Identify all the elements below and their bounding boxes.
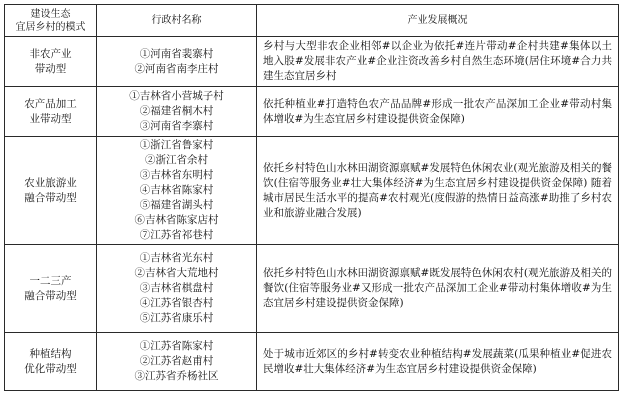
village-name: ③江苏省乔杨社区 bbox=[134, 370, 219, 382]
industry-overview-cell: 处于城市近郊区的乡村#转变农业种植结构#发展蔬菜(瓜果种植业#促进农民增收#壮大集体经济#为生态宜居乡村建设提供资金保障) bbox=[257, 333, 619, 391]
table-row bbox=[5, 333, 619, 391]
village-name: ⑤福建省湖头村 bbox=[139, 199, 214, 211]
village-name: ④江苏省银杏村 bbox=[139, 297, 214, 309]
village-name: ①河南省裴寨村 bbox=[139, 47, 214, 60]
village-name: ②浙江省余村 bbox=[145, 154, 208, 166]
table-row bbox=[5, 37, 619, 87]
table-row bbox=[5, 87, 619, 137]
village-name: ⑥吉林省陈家店村 bbox=[134, 214, 219, 226]
village-name: ③河南省李寨村 bbox=[139, 120, 214, 132]
industry-overview-cell: 依托乡村特色山水林田湖资源禀赋#发展特色休闲农业(观光旅游及相关的餐饮(住宿等服务业#壮大集体经济#为生态宜居乡村建设提供资金保障) 随着城市居民生活水平的提高#农村观光(度假游的热情日益高涨#助推了乡村农业和旅游业融合发展) bbox=[257, 137, 619, 245]
mode-line: 农业旅游业 bbox=[24, 176, 77, 189]
industry-overview-cell: 依托种植业#打造特色农产品品牌#形成一批农产品深加工企业#带动村集体增收#为生态宜居乡村建设提供资金保障) bbox=[257, 87, 619, 137]
mode-line: 一二三产 bbox=[29, 274, 72, 287]
mode-line: 融合带动型 bbox=[24, 289, 77, 302]
village-name: ①浙江省鲁家村 bbox=[139, 139, 214, 151]
mode-cell bbox=[5, 245, 97, 333]
mode-line: 业带动型 bbox=[29, 112, 72, 125]
industry-overview-cell: 乡村与大型非农企业相邻#以企业为依托#连片带动#企村共建#集体以土地入股#发展非农产业#企业注资改善乡村自然生态环境(居住环境#合力共建生态宜居乡村 bbox=[257, 37, 619, 87]
industry-overview-cell: 依托乡村特色山水林田湖资源禀赋#既发展特色休闲农村(观光旅游及相关的餐饮(住宿等服务业#又形成一批农产品深加工企业#带动村集体增收#为生态宜居乡村建设提供资金保障) bbox=[257, 245, 619, 333]
village-name: ⑤江苏省康乐村 bbox=[139, 312, 214, 324]
mode-cell bbox=[5, 333, 97, 391]
village-name: ①江苏省陈家村 bbox=[139, 340, 214, 352]
village-name: ①吉林省小营城子村 bbox=[129, 90, 224, 102]
header-village: 行政村名称 bbox=[97, 5, 257, 37]
village-cell bbox=[97, 245, 257, 333]
village-name: ④吉林省陈家村 bbox=[139, 184, 214, 196]
header-mode-line1: 建设生态 bbox=[30, 8, 71, 20]
mode-line: 带动型 bbox=[34, 62, 67, 75]
header-overview: 产业发展概况 bbox=[257, 5, 619, 37]
mode-line: 种植结构 bbox=[29, 347, 72, 360]
mode-cell bbox=[5, 37, 97, 87]
village-name: ⑦江苏省祁巷村 bbox=[139, 229, 214, 241]
village-cell bbox=[97, 333, 257, 391]
mode-line: 优化带动型 bbox=[24, 362, 77, 375]
mode-line: 农产品加工 bbox=[24, 97, 77, 110]
village-name: ②福建省桐木村 bbox=[139, 105, 214, 117]
village-cell bbox=[97, 87, 257, 137]
village-name: ②江苏省赵甫村 bbox=[139, 355, 214, 367]
header-mode-line2: 宜居乡村的模式 bbox=[15, 21, 86, 33]
village-name: ①吉林省光东村 bbox=[139, 252, 214, 264]
village-cell bbox=[97, 137, 257, 245]
village-name: ②河南省南李庄村 bbox=[134, 62, 219, 75]
mode-line: 非农产业 bbox=[29, 47, 72, 60]
village-cell bbox=[97, 37, 257, 87]
village-name: ③吉林省东明村 bbox=[139, 169, 214, 181]
village-name: ③吉林省棋盘村 bbox=[139, 282, 214, 294]
table-row bbox=[5, 137, 619, 245]
table-container bbox=[4, 4, 618, 394]
mode-line: 融合带动型 bbox=[24, 191, 77, 204]
ecological-village-mode-table bbox=[4, 4, 619, 391]
mode-cell bbox=[5, 137, 97, 245]
header-mode bbox=[5, 5, 97, 37]
table-row bbox=[5, 245, 619, 333]
village-name: ②吉林省大荒地村 bbox=[134, 267, 219, 279]
table-header-row bbox=[5, 5, 619, 37]
mode-cell bbox=[5, 87, 97, 137]
